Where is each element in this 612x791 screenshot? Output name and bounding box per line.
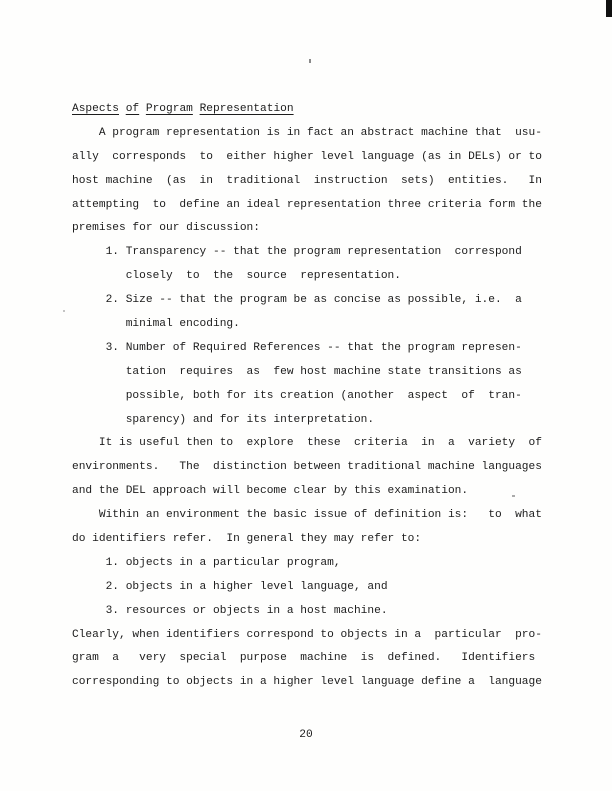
text-line: possible, both for its creation (another aspect of tran- — [72, 389, 522, 402]
text-line: minimal encoding. — [72, 318, 240, 331]
section-heading — [72, 98, 548, 122]
text-line: sparency) and for its interpretation. — [72, 413, 375, 426]
text-line: environments. The distinction between traditional machine languages — [72, 461, 542, 474]
heading-word: of — [125, 103, 140, 115]
scan-artifact-corner — [606, 0, 612, 17]
heading-word: Representation — [199, 103, 294, 115]
text-line: 1. objects in a particular program, — [72, 556, 341, 569]
text-line: Within an environment the basic issue of definition is: to what — [72, 509, 542, 522]
page-number: 20 — [299, 729, 313, 741]
text-line: and the DEL approach will become clear by this examination. — [72, 485, 469, 498]
text-line: 1. Transparency -- that the program representation correspond — [72, 246, 522, 259]
text-line: 3. Number of Required References -- that the program represen- — [72, 341, 522, 354]
text-line: corresponding to objects in a higher level language define a language — [72, 676, 542, 689]
text-block — [72, 98, 548, 695]
text-line: Clearly, when identifiers correspond to objects in a particular pro- — [72, 628, 542, 641]
heading-word: Aspects — [72, 103, 119, 115]
scan-speck — [63, 310, 65, 312]
text-line: attempting to define an ideal representation three criteria form the — [72, 198, 542, 211]
text-line: closely to the source representation. — [72, 270, 401, 283]
text-line: 2. Size -- that the program be as concise as possible, i.e. a — [72, 294, 522, 307]
text-lines — [72, 122, 548, 695]
scan-speck — [309, 59, 311, 63]
text-line: 3. resources or objects in a host machine. — [72, 604, 388, 617]
text-line: tation requires as few host machine state transitions as — [72, 365, 522, 378]
text-line: host machine (as in traditional instruction sets) entities. In — [72, 174, 542, 187]
text-line: premises for our discussion: — [72, 222, 260, 235]
text-line: gram a very special purpose machine is defined. Identifiers — [72, 652, 536, 665]
text-line: do identifiers refer. In general they may refer to: — [72, 533, 422, 546]
text-line: ally corresponds to either higher level language (as in DELs) or to — [72, 150, 542, 163]
text-line: It is useful then to explore these criteria in a variety of — [72, 437, 542, 450]
text-line: 2. objects in a higher level language, and — [72, 580, 388, 593]
heading-word: Program — [145, 103, 193, 115]
text-line: A program representation is in fact an abstract machine that usu- — [72, 126, 542, 139]
